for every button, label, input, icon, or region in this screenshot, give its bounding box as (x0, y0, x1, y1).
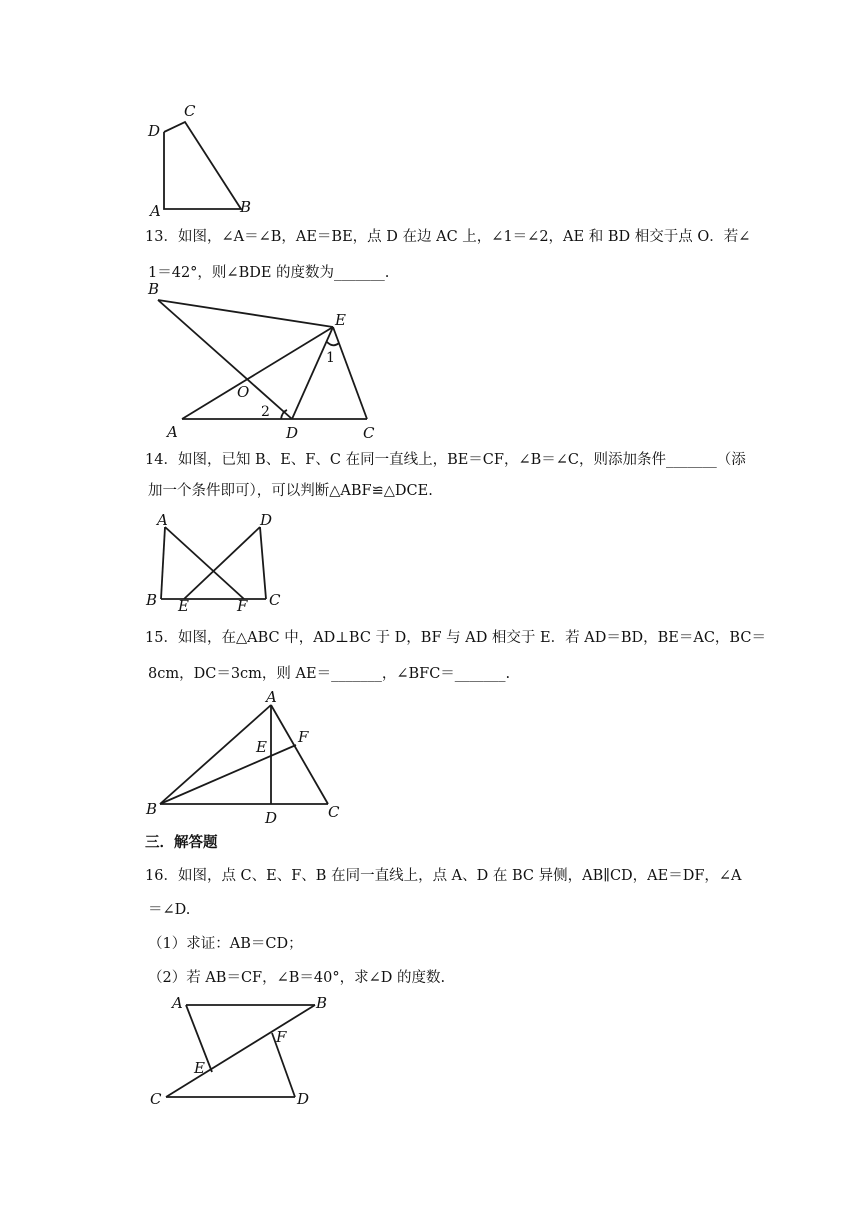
label-b: B (146, 800, 158, 818)
q16-part1: （1）求证：AB＝CD； (148, 936, 303, 952)
segment-ec (333, 327, 367, 419)
label-c: C (150, 1090, 162, 1108)
segment-ac (271, 705, 328, 804)
segment-bf (160, 745, 296, 804)
section-heading: 三．解答题 (145, 835, 218, 851)
q13-text-line2: 1＝42°，则∠BDE 的度数为_______. (148, 265, 390, 281)
q16-text-line2: ＝∠D. (148, 902, 191, 918)
segment-cb (166, 1005, 315, 1097)
label-f: F (298, 728, 309, 746)
segment-dc (260, 527, 266, 599)
figure-q16 (140, 990, 350, 1115)
label-2: 2 (261, 404, 270, 420)
label-f: F (276, 1028, 287, 1046)
segment-de (292, 327, 333, 419)
label-b: B (240, 198, 252, 216)
label-a: A (172, 994, 183, 1012)
label-b: B (146, 591, 158, 609)
label-e: E (194, 1059, 205, 1077)
label-c: C (184, 102, 196, 120)
angle-1-arc (327, 342, 339, 345)
label-d: D (286, 424, 299, 442)
label-d: D (260, 511, 273, 529)
segment-ab (160, 705, 271, 804)
q15-text-line1: 15．如图，在△ABC 中，AD⊥BC 于 D，BF 与 AD 相交于 E．若 AD＝BD，BE＝AC，BC＝ (145, 630, 766, 646)
figure-q12 (140, 98, 270, 223)
label-d: D (148, 122, 161, 140)
label-a: A (266, 688, 277, 706)
q15-text-line2: 8cm，DC＝3cm，则 AE＝_______，∠BFC＝_______. (148, 666, 511, 682)
q16-text-line1: 16．如图，点 C、E、F、B 在同一直线上，点 A、D 在 BC 异侧，AB∥CD，AE＝DF，∠A (145, 868, 742, 884)
label-b: B (148, 280, 160, 298)
label-b: B (316, 994, 328, 1012)
label-o: O (237, 383, 250, 401)
label-a: A (157, 511, 168, 529)
q14-text-line1: 14．如图，已知 B、E、F、C 在同一直线上，BE＝CF，∠B＝∠C，则添加条件_______（添 (145, 452, 746, 468)
label-1: 1 (326, 350, 335, 366)
label-d: D (297, 1090, 310, 1108)
q16-part2: （2）若 AB＝CF，∠B＝40°，求∠D 的度数. (148, 970, 446, 986)
figure-q14 (140, 508, 290, 618)
label-c: C (328, 803, 340, 821)
segment-ab (161, 527, 165, 599)
q13-text-line1: 13．如图，∠A＝∠B，AE＝BE，点 D 在边 AC 上，∠1＝∠2，AE 和 BD 相交于点 O．若∠ (145, 229, 751, 245)
label-a: A (150, 202, 161, 220)
label-c: C (269, 591, 281, 609)
label-e: E (256, 738, 267, 756)
label-c: C (363, 424, 375, 442)
label-a: A (167, 423, 178, 441)
figure-q15 (140, 688, 360, 828)
label-d: D (265, 809, 278, 827)
label-f: F (237, 597, 248, 615)
quadrilateral-abcd (164, 122, 241, 209)
q14-text-line2: 加一个条件即可），可以判断△ABF≌△DCE. (148, 483, 433, 499)
segment-af (165, 527, 244, 599)
label-e: E (178, 597, 189, 615)
figure-q13 (140, 280, 400, 445)
segment-de (184, 527, 260, 599)
label-e: E (335, 311, 346, 329)
